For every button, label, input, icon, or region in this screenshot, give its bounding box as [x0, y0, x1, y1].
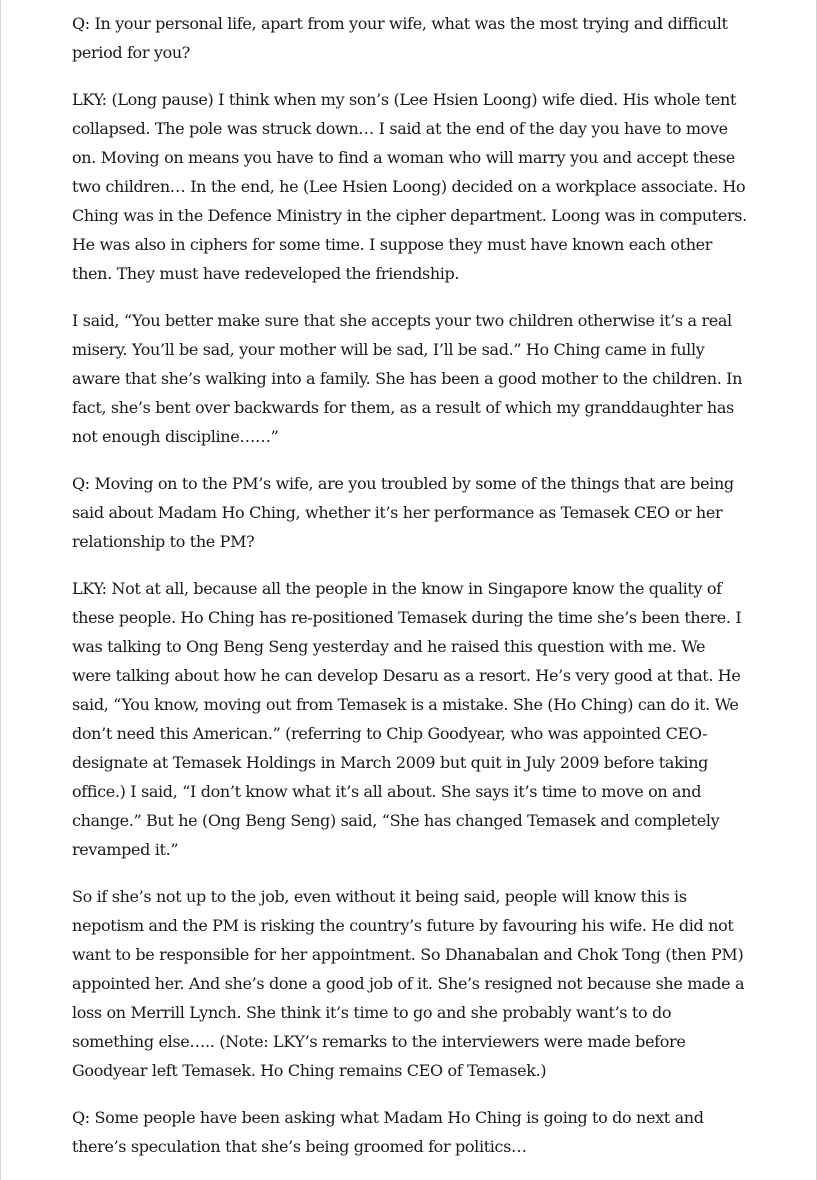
article-body [72, 9, 748, 1179]
answer-paragraph: LKY: Not at all, because all the people in the know in Singapore know the quality of these people. Ho Ching has re-positioned Temasek during the time she’s been there. I was talking to Ong Beng Seng yesterday and he raised this question with me. We were talking about how he can develop Desaru as a resort. He’s very good at that. He said, “You know, moving out from Temasek is a mistake. She (Ho Ching) can do it. We don’t need this American.” (referring to Chip Goodyear, who was appointed CEO-designate at Temasek Holdings in March 2009 but quit in July 2009 before taking office.) I said, “I don’t know what it’s all about. She says it’s time to move on and change.” But he (Ong Beng Seng) said, “She has changed Temasek and completely revamped it.” [72, 579, 742, 859]
question-paragraph: Q: Moving on to the PM’s wife, are you troubled by some of the things that are being said about Madam Ho Ching, whether it’s her performance as Temasek CEO or her relationship to the PM? [72, 474, 734, 551]
answer-paragraph: So if she’s not up to the job, even without it being said, people will know this is nepotism and the PM is risking the country’s future by favouring his wife. He did not want to be responsible for her appointment. So Dhanabalan and Chok Tong (then PM) appointed her. And she’s done a good job of it. She’s resigned not because she made a loss on Merrill Lynch. She think it’s time to go and she probably want’s to do something else….. (Note: LKY’s remarks to the interviewers were made before Goodyear left Temasek. Ho Ching remains CEO of Temasek.) [72, 887, 745, 1080]
question-paragraph: Q: In your personal life, apart from your wife, what was the most trying and difficult period for you? [72, 14, 728, 62]
question-paragraph: Q: Some people have been asking what Madam Ho Ching is going to do next and there’s speculation that she’s being groomed for politics… [72, 1108, 704, 1156]
answer-paragraph: I said, “You better make sure that she accepts your two children otherwise it’s a real misery. You’ll be sad, your mother will be sad, I’ll be sad.” Ho Ching came in fully aware that she’s walking into a family. She has been a good mother to the children. In fact, she’s bent over backwards for them, as a result of which my granddaughter has not enough discipline……” [72, 311, 743, 446]
answer-paragraph: LKY: (Long pause) I think when my son’s (Lee Hsien Loong) wife died. His whole tent collapsed. The pole was struck down… I said at the end of the day you have to move on. Moving on means you have to find a woman who will marry you and accept these two children… In the end, he (Lee Hsien Loong) decided on a workplace associate. Ho Ching was in the Defence Ministry in the cipher department. Loong was in computers. He was also in ciphers for some time. I suppose they must have known each other then. They must have redeveloped the friendship. [72, 90, 747, 283]
